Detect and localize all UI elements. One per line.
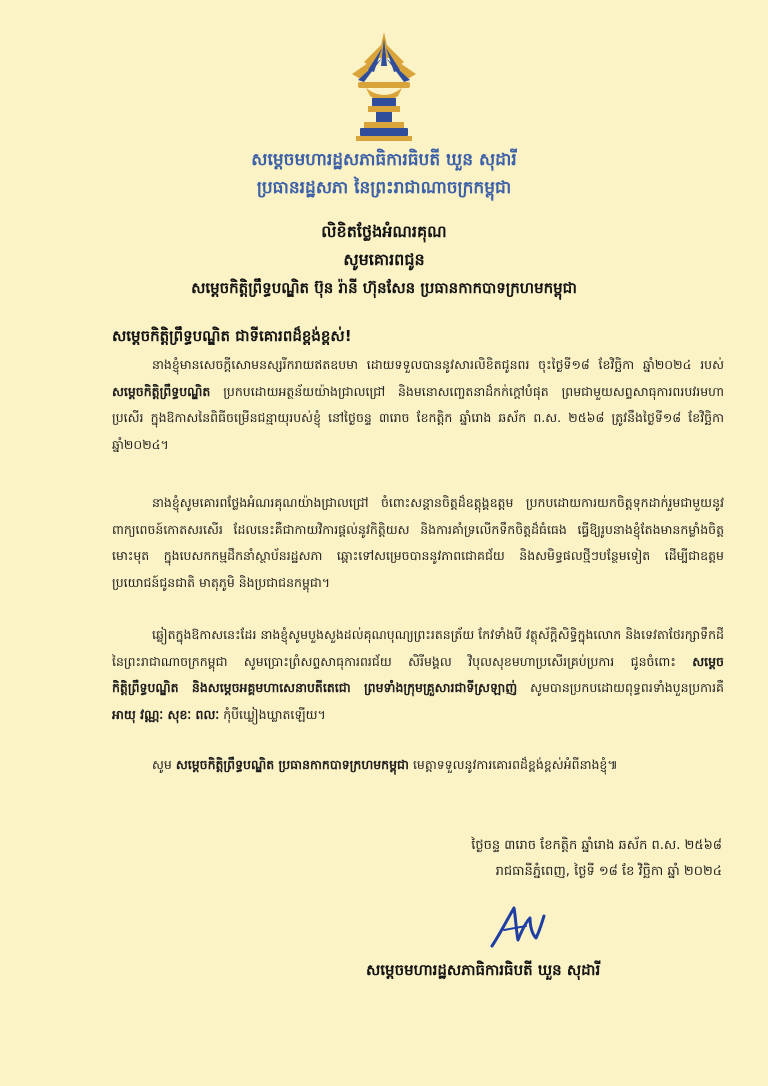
paragraph-3-text-a: ឆ្លៀតក្នុងឱកាសនេះដែរ នាងខ្ញុំសូមបួងសួងដល់គុណបុណ្យព្រះរតនត្រ័យ កែវទាំងបី វត្ថុស័ក្ដិសិទ្ធិក្នុងលោក និងទេវតាថែរក្សាទឹកដីនៃព្រះរាជាណាចក្រកម្ពុជា សូមប្រោះព្រំសព្ទសាធុការពរជ័យ សិរីមង្គល វិបុលសុខមហាប្រសើរគ្រប់ប្រការ ជូនចំពោះ [112, 627, 724, 669]
paragraph-1 [112, 352, 724, 458]
paragraph-1-text-a: នាងខ្ញុំមានសេចក្ដីសោមនស្សរីករាយឥតឧបមា ដោយទទួលបាននូវសារលិខិតជូនពរ ចុះថ្ងៃទី១៨ ខែវិច្ឆិកា ឆ្នាំ២០២៤ របស់ [152, 357, 724, 372]
paragraph-1-bold: សម្ដេចកិត្តិព្រឹទ្ធបណ្ឌិត [112, 383, 211, 399]
paragraph-4-bold: សម្ដេចកិត្តិព្រឹទ្ធបណ្ឌិត ប្រធានកាកបាទក្រហមកម្ពុជា [175, 757, 409, 772]
place-and-date: រាជធានីភ្នំពេញ, ថ្ងៃទី ១៨ ខែ វិច្ឆិកា ឆ្នាំ ២០២៤ [495, 864, 722, 879]
signer-name: សម្ដេចមហារដ្ឋសភាធិការធិបតី ឃួន សុដារី [366, 961, 601, 979]
paragraph-3-text-b: សូមបានប្រកបដោយពុទ្ធពរទាំងបួនប្រការគឺ [530, 680, 724, 695]
letter-addressee: សម្ដេចកិត្តិព្រឹទ្ធបណ្ឌិត ប៊ុន រ៉ានី ហ៊ុនសែន ប្រធានកាកបាទក្រហមកម្ពុជា [191, 279, 577, 297]
letter-addressee-intro: សូមគោរពជូន [343, 250, 425, 269]
paragraph-4-text-b: មេត្តាទទួលនូវការគោរពដ៏ខ្ពង់ខ្ពស់អំពីនាងខ្ញុំ៕ [412, 757, 618, 772]
salutation: សម្ដេចកិត្តិព្រឹទ្ធបណ្ឌិត ជាទីគោរពដ៏ខ្ពង់ខ្ពស់! [112, 327, 352, 345]
paragraph-3 [112, 622, 724, 728]
letter-title: លិខិតថ្លែងអំណរគុណ [321, 222, 447, 241]
paragraph-1-text-b: ប្រកបដោយអត្ថន័យយ៉ាងជ្រាលជ្រៅ និងមនោសញ្ចេតនាដ៏កក់ក្ដៅបំផុត ព្រមជាមួយសព្ទសាធុការពរបវរមហាប្រសើរ ក្នុងឱកាសនៃពិធីចម្រើនជន្មាយុរបស់ខ្ញុំ នៅថ្ងៃចន្ទ ៣រោច ខែកត្ដិក ឆ្នាំរោង ឆស័ក ព.ស. ២៥៦៨ ត្រូវនឹងថ្ងៃទី១៨ ខែវិច្ឆិកា ឆ្នាំ២០២៤។ [112, 383, 724, 452]
signature-icon [486, 900, 550, 952]
paragraph-2: នាងខ្ញុំសូមគោរពថ្លែងអំណរគុណយ៉ាងជ្រាលជ្រៅ ចំពោះសន្ដានចិត្តដ៏ឧត្តុង្គឧត្តម ប្រកបដោយការយកចិត្តទុកដាក់រួមជាមួយនូវពាក្យពេចន៍កោតសរសើរ ដែលនេះគឺជាកាយវិការផ្ដល់នូវកិត្តិយស និងការគាំទ្រលើកទឹកចិត្តដ៏ធំធេង ធ្វើឱ្យរូបនាងខ្ញុំតែងមានកម្លាំងចិត្តមោះមុត ក្នុងបេសកកម្មដឹកនាំស្ថាប័នរដ្ឋសភា ឆ្ពោះទៅសម្រេចបាននូវភាពជោគជ័យ និងសមិទ្ធផលថ្មីៗបន្ថែមទៀត ដើម្បីជាឧត្តមប្រយោជន៍ជូនជាតិ មាតុភូមិ និងប្រជាជនកម្ពុជា។ [112, 495, 724, 590]
lunar-date: ថ្ងៃចន្ទ ៣រោច ខែកត្ដិក ឆ្នាំរោង ឆស័ក ព.ស. ២៥៦៨ [471, 838, 722, 853]
paragraph-4-text-a: សូម [152, 757, 172, 772]
paragraph-3-bold-2: អាយុ វណ្ណៈ សុខៈ ពលៈ [112, 706, 220, 722]
paragraph-4 [112, 752, 724, 779]
parliament-emblem-icon [342, 28, 426, 144]
header-name: សម្ដេចមហារដ្ឋសភាធិការធិបតី ឃួន សុដារី [251, 150, 517, 170]
paragraph-3-bold: សម្ដេចកិត្តិព្រឹទ្ធបណ្ឌិត និងសម្ដេចអគ្គមហាសេនាបតីតេជោ ព្រមទាំងក្រុមគ្រួសារជាទីស្រឡាញ់ [112, 653, 724, 695]
paragraph-3-text-c: កុំបីឃ្លៀងឃ្លាតឡើយ។ [223, 706, 326, 722]
header-position: ប្រធានរដ្ឋសភា នៃព្រះរាជាណាចក្រកម្ពុជា [256, 178, 512, 198]
